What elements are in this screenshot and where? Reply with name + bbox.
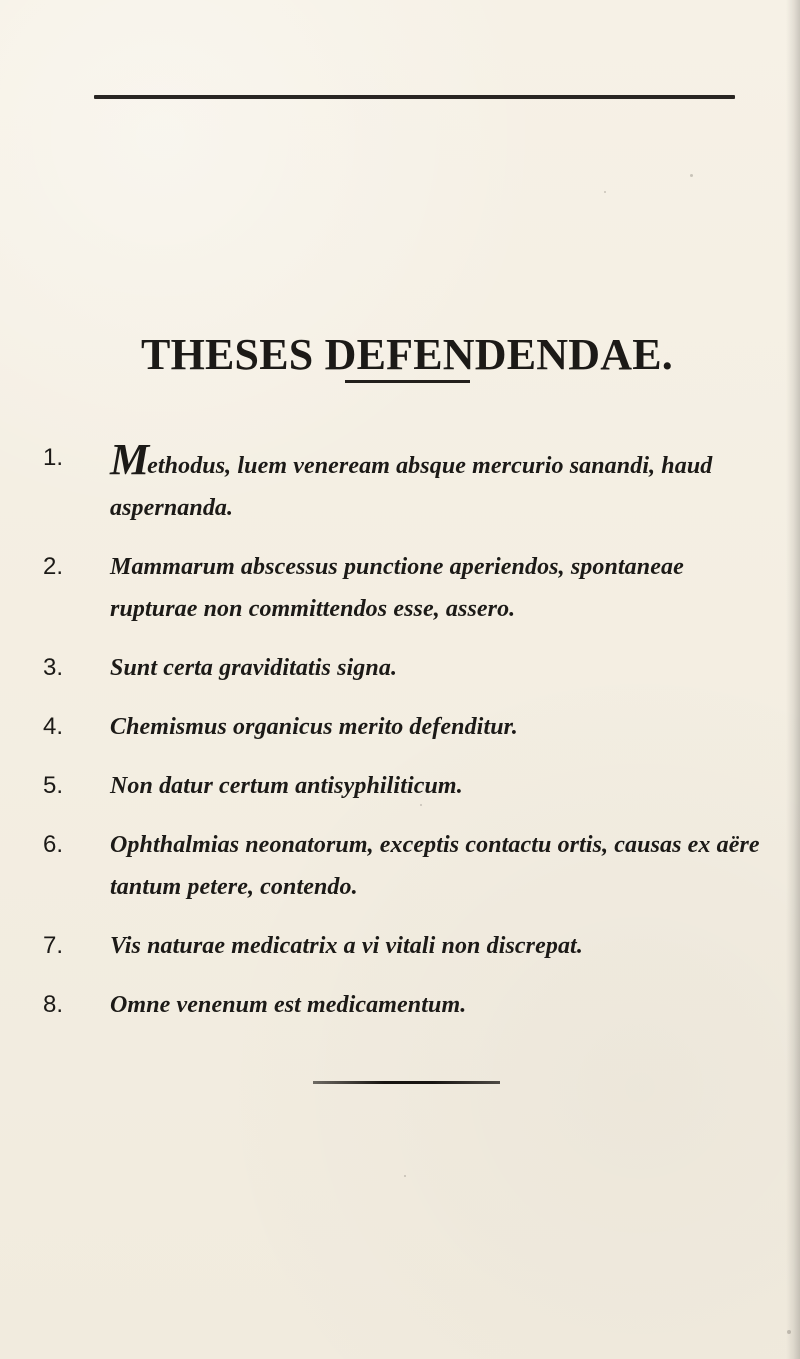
paper-speck [404, 1175, 406, 1177]
thesis-number: 5. [43, 772, 64, 799]
thesis-number: 3. [43, 654, 64, 681]
thesis-text-body: ethodus, luem veneream absque mercurio sanandi, haud aspernanda. [110, 453, 713, 521]
thesis-item-4 [43, 706, 768, 748]
thesis-text: Chemismus organicus merito defenditur. [110, 714, 518, 740]
thesis-item-1 [43, 437, 768, 529]
thesis-item-8 [43, 984, 768, 1026]
paper-speck [429, 352, 431, 354]
title-rule [345, 380, 470, 383]
paper-speck [690, 174, 693, 177]
page-edge-shadow [786, 0, 800, 1359]
thesis-text: Omne venenum est medicamentum. [110, 992, 467, 1018]
top-rule [94, 95, 735, 99]
thesis-text: Non datur certum antisyphiliticum. [110, 773, 463, 799]
thesis-number: 2. [43, 553, 64, 580]
paper-speck [420, 804, 422, 806]
bottom-rule [313, 1081, 500, 1084]
thesis-number: 6. [43, 831, 64, 858]
page-title: THESES DEFENDENDAE. [141, 330, 673, 380]
thesis-number: 8. [43, 991, 64, 1018]
thesis-text: Vis naturae medicatrix a vi vitali non discrepat. [110, 933, 583, 959]
thesis-text: Sunt certa graviditatis signa. [110, 655, 398, 681]
theses-list [43, 437, 768, 1026]
paper-speck [787, 1330, 791, 1334]
thesis-text: Ophthalmias neonatorum, exceptis contactu ortis, causas ex aëre tantum petere, contendo. [110, 832, 760, 900]
thesis-item-3 [43, 647, 768, 689]
thesis-item-7 [43, 925, 768, 967]
paper-speck [604, 191, 606, 193]
thesis-item-5 [43, 765, 768, 807]
drop-initial: M [110, 435, 149, 484]
thesis-text: Mammarum abscessus punctione aperiendos, spontaneae rupturae non committendos esse, assero. [110, 554, 684, 622]
thesis-item-6 [43, 824, 768, 908]
thesis-text [110, 435, 713, 521]
thesis-item-2 [43, 546, 768, 630]
thesis-number: 7. [43, 932, 64, 959]
thesis-number: 1. [43, 444, 64, 471]
thesis-number: 4. [43, 713, 64, 740]
